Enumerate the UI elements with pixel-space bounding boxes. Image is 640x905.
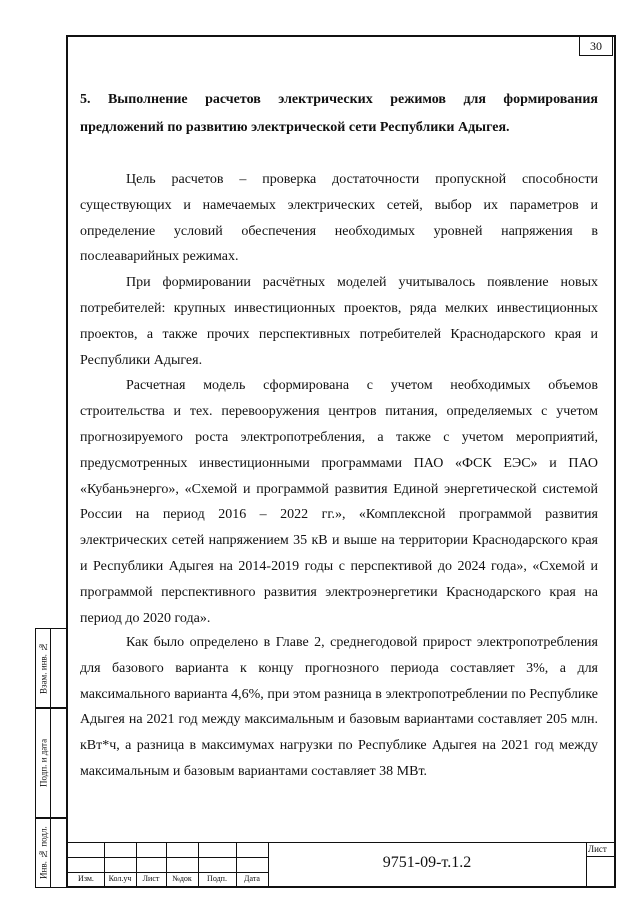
paragraph-growth: Как было определено в Главе 2, среднегодовой прирост электропотребления для базового варианта к концу прогнозного периода составляет 3%, а для максимального варианта 4,6%, при этом разница в электропотреблении по Республике Адыгея на 2021 год между максимальным и базовым вариантами составляет 205 млн. кВт*ч, а разница в максимумах нагрузки по Республике Адыгея на 2021 год между максимальным и базовым вариантами составляет 38 МВт.	[80, 635, 598, 779]
side-strip-podp-data	[35, 708, 68, 818]
side-label-podp-data: Подп. и дата	[38, 738, 49, 788]
stamp-col-kolUch: Кол.уч	[108, 874, 132, 883]
section-heading: 5. Выполнение расчетов электрических режимов для формирования предложений по развитию электрической сети Республики Адыгея.	[80, 92, 598, 135]
stamp-col-ndok: №док	[172, 874, 192, 883]
sheet-label: Лист	[588, 844, 607, 854]
page-number: 30	[579, 36, 613, 56]
stamp-col-podp: Подп.	[207, 874, 227, 883]
stamp-col-list: Лист	[142, 874, 160, 883]
stamp-col-izm: Изм.	[78, 874, 94, 883]
paragraph-consumers: При формировании расчётных моделей учитывалось появление новых потребителей: крупных инвестиционных проектов, ряда мелких инвестиционных проектов, а также прочих перспективных потребителей Краснодарского края и Республики Адыгея.	[80, 275, 598, 368]
paragraph-model: Расчетная модель сформирована с учетом необходимых объемов строительства и тех. перевооружения центров питания, определяемых с учетом прогнозируемого роста электропотребления, а также с учетом мероприятий, предусмотренных инвестиционными программами ПАО «ФСК ЕЭС» и ПАО «Кубаньэнерго», «Схемой и программой развития Единой энергетической системой России на период 2016 – 2022 гг.», «Комплексной программой развития электрических сетей напряжением 35 кВ и выше на территории Краснодарского края и Республики Адыгея на 2014-2019 годы с перспективой до 2024 года», «Схемой и программой перспективного развития электроэнергетики Краснодарского края на период до 2020 года».	[80, 378, 598, 626]
stamp-col-data: Дата	[244, 874, 260, 883]
document-number: 9751-09-т.1.2	[382, 854, 472, 871]
side-label-inv-vzam: Взам. инв. №	[38, 641, 49, 695]
side-strip-inv-podl	[35, 818, 68, 888]
paragraph-goal: Цель расчетов – проверка достаточности пропускной способности существующих и намечаемых электрических сетей, выбор их параметров и определение условий обеспечения необходимых уровней напряжения в послеаварийных режимах.	[80, 172, 598, 265]
body-block-2	[80, 630, 598, 785]
side-label-inv-podl: Инв. № подл.	[38, 826, 49, 880]
title-block	[68, 842, 614, 886]
body-block-1	[80, 167, 598, 631]
side-strip-inv-vzam	[35, 628, 68, 708]
